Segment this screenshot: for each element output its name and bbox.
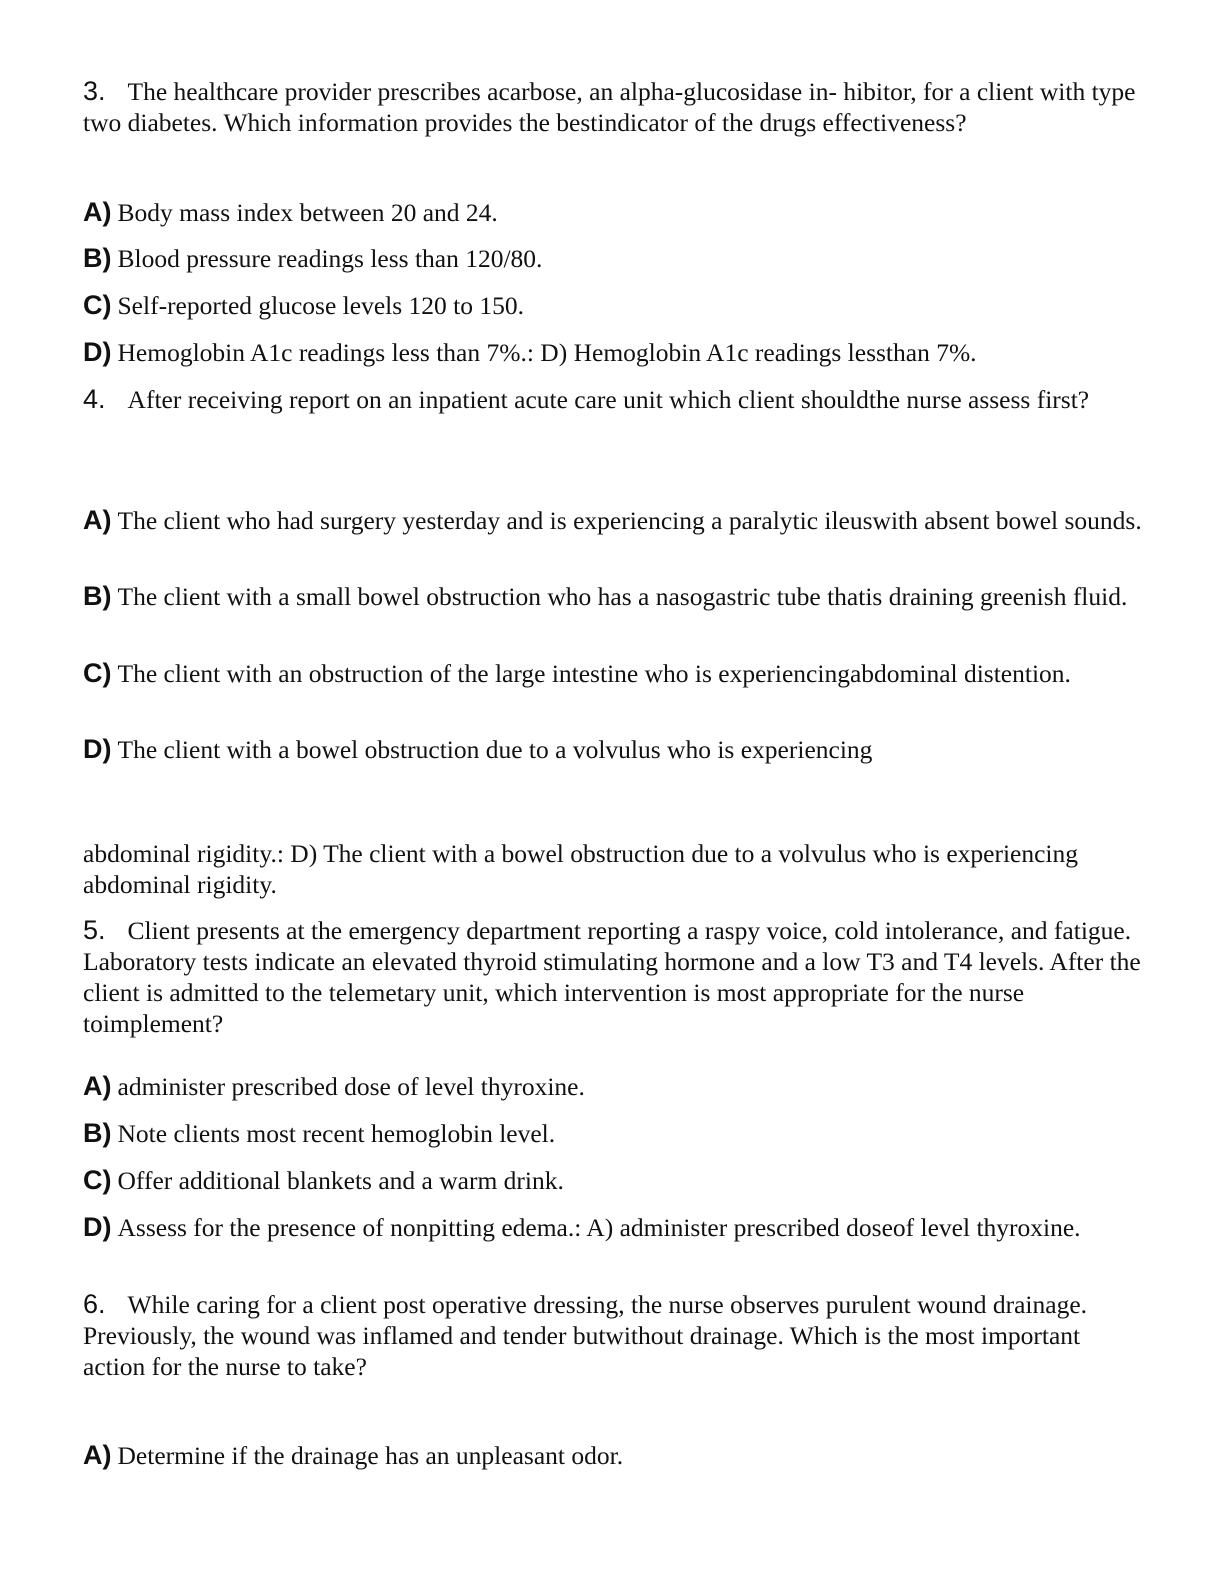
option-letter: A) [83,197,112,227]
option-letter: C) [83,1165,112,1195]
option-text: Blood pressure readings less than 120/80. [117,244,543,273]
question-6 [83,1289,1143,1382]
option-text: Body mass index between 20 and 24. [117,198,498,227]
option-4a [83,505,1143,536]
option-text: Hemoglobin A1c readings less than 7%.: D) Hemoglobin A1c readings lessthan 7%. [117,338,977,367]
option-text: The client with a bowel obstruction due to a volvulus who is experiencing [117,735,873,764]
option-text: Note clients most recent hemoglobin level. [117,1119,556,1148]
option-text: Determine if the drainage has an unpleasant odor. [117,1441,624,1470]
option-letter: D) [83,734,112,764]
option-letter: D) [83,1212,112,1242]
option-4c [83,658,1143,689]
option-5d [83,1212,1143,1243]
option-4b [83,581,1143,612]
option-text: The client with an obstruction of the large intestine who is experiencingabdominal distention. [117,659,1071,688]
option-letter: C) [83,658,112,688]
option-3d [83,337,1143,368]
option-text: Offer additional blankets and a warm drink. [117,1166,564,1195]
option-letter: D) [83,337,112,367]
question-text: After receiving report on an inpatient acute care unit which client shouldthe nurse assess first? [127,385,1090,414]
question-number: 3. [83,76,106,106]
option-letter: B) [83,581,112,611]
option-text: administer prescribed dose of level thyroxine. [117,1072,585,1101]
option-letter: B) [83,243,112,273]
option-letter: C) [83,290,112,320]
option-5b [83,1118,1143,1149]
question-5 [83,915,1143,1039]
question-text: The healthcare provider prescribes acarbose, an alpha-glucosidase in- hibitor, for a client with type two diabetes. Which information provides the bestindicator of the drugs effectiveness? [83,77,1136,137]
option-letter: A) [83,505,112,535]
option-letter: B) [83,1118,112,1148]
option-text: Self-reported glucose levels 120 to 150. [117,291,524,320]
question-text: Client presents at the emergency department reporting a raspy voice, cold intolerance, and fatigue. Laboratory tests indicate an elevated thyroid stimulating hormone and a low T3 and T4 levels. After the client is admitted to the telemetary unit, which intervention is most appropriate for the nurse toimplement? [83,916,1141,1038]
question-4 [83,384,1143,415]
option-4d-continuation: abdominal rigidity.: D) The client with a bowel obstruction due to a volvulus who is experiencing abdominal rigidity. [83,839,1079,899]
option-text: The client with a small bowel obstruction who has a nasogastric tube thatis draining greenish fluid. [117,582,1128,611]
option-4d [83,734,1143,765]
option-3b [83,243,1143,274]
option-3c [83,290,1143,321]
option-text: Assess for the presence of nonpitting edema.: A) administer prescribed doseof level thyroxine. [117,1213,1081,1242]
question-number: 5. [83,915,106,945]
question-number: 6. [83,1289,106,1319]
question-number: 4. [83,384,106,414]
option-text: The client who had surgery yesterday and is experiencing a paralytic ileuswith absent bowel sounds. [117,506,1142,535]
option-letter: A) [83,1071,112,1101]
option-5c [83,1165,1143,1196]
option-5a [83,1071,1143,1102]
question-3 [83,76,1143,138]
option-letter: A) [83,1440,112,1470]
option-6a [83,1440,1143,1471]
question-text: While caring for a client post operative dressing, the nurse observes purulent wound drainage. Previously, the wound was inflamed and tender butwithout drainage. Which is the most important action for the nurse to take? [83,1290,1088,1381]
option-3a [83,197,1143,228]
